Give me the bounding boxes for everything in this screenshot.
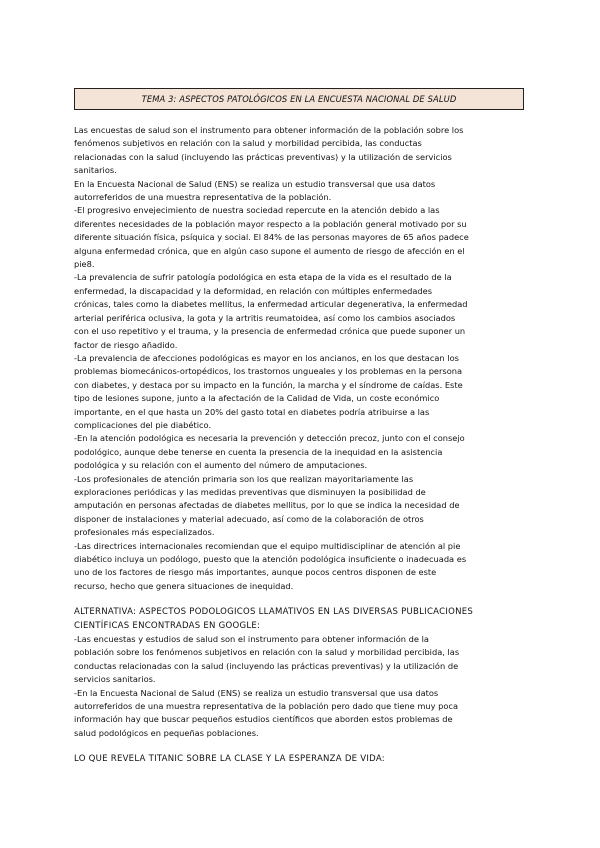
- paragraph: -Las directrices internacionales recomiendan que el equipo multidisciplinar de atención al pie diabético incluya un podólogo, puesto que la atención podológica insuficiente o inadecuada es uno de los factores de riesgo más importantes, aunque pocos centros disponen de este recurso, hecho que genera situaciones de inequidad.: [74, 540, 467, 591]
- paragraph: -Las encuestas y estudios de salud son el instrumento para obtener información de la población sobre los fenómenos subjetivos en relación con la salud y morbilidad percibida, las conductas relacionadas con la salud (incluyendo las prácticas preventivas) y la utilización de servicios sanitarios.: [74, 634, 460, 685]
- paragraph: Las encuestas de salud son el instrumento para obtener información de la población sobre los fenómenos subjetivos en relación con la salud y morbilidad percibida, las conductas relacionadas con la salud (incluyendo las prácticas preventivas) y la utilización de servicios sanitarios.: [74, 125, 464, 176]
- paragraph: -Los profesionales de atención primaria son los que realizan mayoritariamente las exploraciones periódicas y las medidas preventivas que disminuyen la posibilidad de amputación en personas afectadas de diabetes mellitus, por lo que se indica la necesidad de disponer de instalaciones y material adecuado, así como de la colaboración de otros profesionales más especializados.: [74, 473, 460, 538]
- paragraph: En la Encuesta Nacional de Salud (ENS) se realiza un estudio transversal que usa datos autorreferidos de una muestra representativa de la población.: [74, 178, 436, 203]
- document-title: TEMA 3: ASPECTOS PATOLÓGICOS EN LA ENCUESTA NACIONAL DE SALUD: [141, 94, 457, 104]
- titanic-heading: LO QUE REVELA TITANIC SOBRE LA CLASE Y LA ESPERANZA DE VIDA:: [74, 754, 385, 765]
- title-box: [74, 88, 524, 110]
- document-body: [74, 124, 526, 767]
- alternative-heading: ALTERNATIVA: ASPECTOS PODOLOGICOS LLAMATIVOS EN LAS DIVERSAS PUBLICACIONES CIENTÍFICAS ENCONTRADAS EN GOOGLE:: [74, 607, 474, 631]
- paragraph: -En la atención podológica es necesaria la prevención y detección precoz, junto con el consejo podológico, aunque debe tenerse en cuenta la presencia de la inequidad en la asistencia podológica y su relación con el aumento del número de amputaciones.: [74, 433, 465, 471]
- paragraph: -La prevalencia de afecciones podológicas es mayor en los ancianos, en los que destacan los problemas biomecánicos-ortopédicos, los trastornos ungueales y los problemas en la persona con diabetes, y destaca por su impacto en la función, la marcha y el síndrome de caídas. Este tipo de lesiones supone, junto a la afectación de la Calidad de Vida, un coste económico importante, en el que hasta un 20% del gasto total en diabetes podría atribuirse a las complicaciones del pie diabético.: [74, 352, 463, 430]
- paragraph: -La prevalencia de sufrir patología podológica en esta etapa de la vida es el resultado de la enfermedad, la discapacidad y la deformidad, en relación con múltiples enfermedades crónicas, tales como la diabetes mellitus, la enfermedad articular degenerativa, la enfermedad arterial periférica oclusiva, la gota y la artritis reumatoidea, así como los cambios asociados con el uso repetitivo y el trauma, y la presencia de enfermedad crónica que puede suponer un factor de riesgo añadido.: [74, 272, 468, 350]
- paragraph: -El progresivo envejecimiento de nuestra sociedad repercute en la atención debido a las diferentes necesidades de la población mayor respecto a la población general motivado por su diferente situación física, psíquica y social. El 84% de las personas mayores de 65 años padece alguna enfermedad crónica, que en algún caso supone el aumento de riesgo de afección en el pie8.: [74, 205, 469, 270]
- paragraph: -En la Encuesta Nacional de Salud (ENS) se realiza un estudio transversal que usa datos autorreferidos de una muestra representativa de la población pero dado que tiene muy poca información hay que buscar pequeños estudios científicos que aborden estos problemas de salud podológicos en pequeñas poblaciones.: [74, 687, 459, 738]
